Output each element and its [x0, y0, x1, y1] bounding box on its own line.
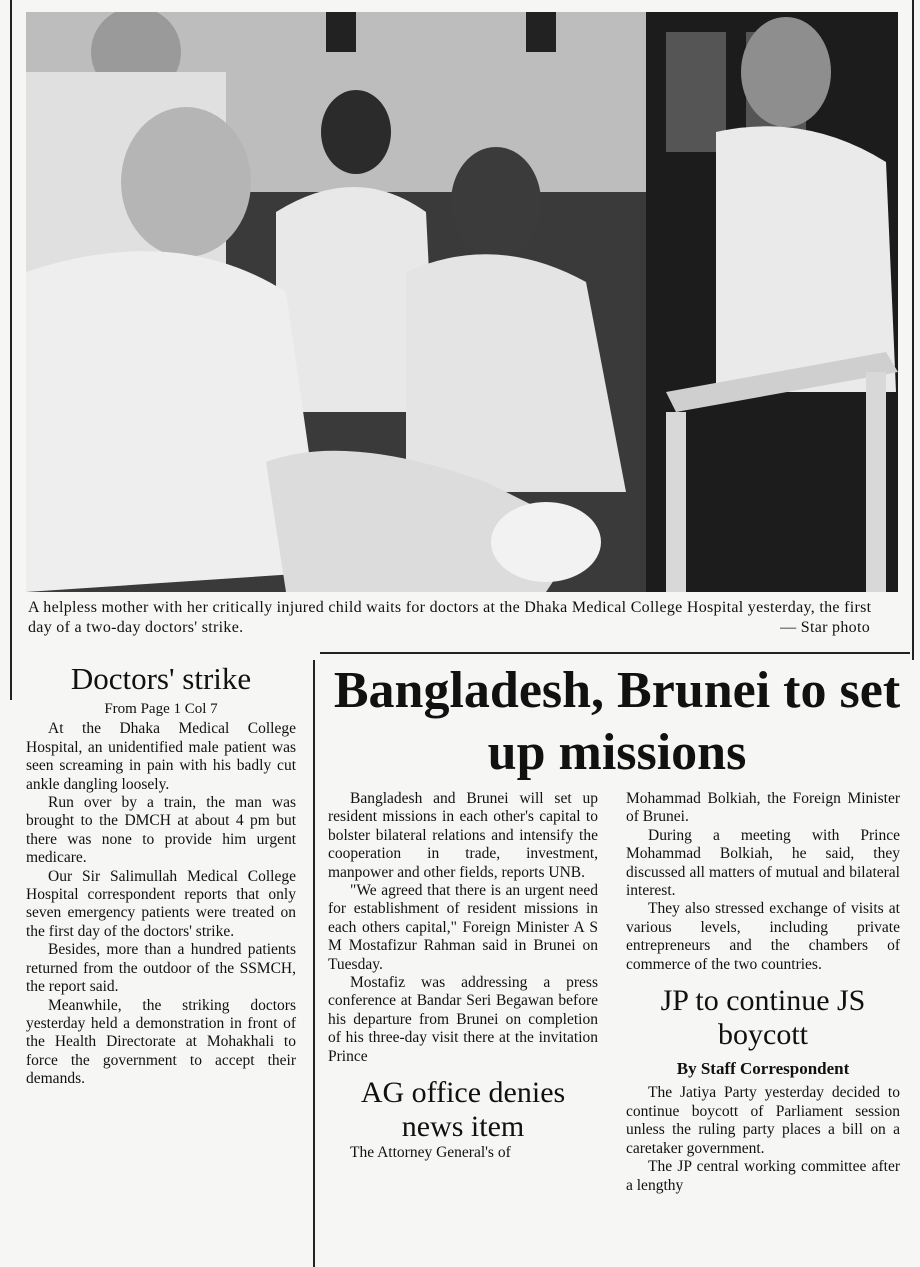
photo-credit: — Star photo [780, 619, 870, 636]
article-paragraph: Besides, more than a hundred patients returned from the outdoor of the SSMCH, the report said. [26, 941, 296, 996]
ag-office-headline: AG office denies news item [360, 1076, 566, 1144]
brunei-article-column-a [328, 790, 598, 1163]
section-divider [320, 652, 910, 654]
news-photo [26, 12, 898, 592]
article-paragraph: The Attorney General's of [350, 1144, 511, 1162]
article-paragraph: "We agreed that there is an urgent need for establishment of resident missions in each others capital," Foreign Minister A S M Mostafizur Rahman said in Brunei on Tuesday. [328, 882, 598, 973]
doctors-strike-article [26, 660, 296, 1089]
article-paragraph: Run over by a train, the man was brought to the DMCH at about 4 pm but there was none to provide him urgent medicare. [26, 794, 296, 867]
column-rule-left [10, 0, 12, 700]
jp-boycott-byline: By Staff Correspondent [676, 1059, 850, 1079]
doctors-strike-headline: Doctors' strike [70, 661, 252, 696]
brunei-article-column-b [626, 790, 900, 1195]
photo-caption-text: A helpless mother with her critically injured child waits for doctors at the Dhaka Medical College Hospital yesterday, the first day of a two-day doctors' strike. [28, 599, 872, 636]
doctors-strike-dateline: From Page 1 Col 7 [104, 701, 218, 717]
article-paragraph: During a meeting with Prince Mohammad Bolkiah, he said, they discussed all matters of mutual and bilateral interest. [626, 826, 900, 900]
jp-boycott-headline: JP to continue JS boycott [660, 984, 866, 1052]
article-paragraph: Meanwhile, the striking doctors yesterday held a demonstration in front of the Health Directorate at Mohakhali to force the government to accept their demands. [26, 996, 296, 1088]
brunei-headline: Bangladesh, Brunei to set up missions [333, 662, 901, 781]
article-paragraph: Bangladesh and Brunei will set up resident missions in each other's capital to bolster bilateral relations and intensify the cooperation in trade, investment, manpower and other fields, reports UNB. [328, 790, 598, 881]
article-paragraph: The Jatiya Party yesterday decided to continue boycott of Parliament session unless the ruling party places a bill on a caretaker government. [626, 1084, 900, 1157]
column-divider [313, 660, 315, 1267]
photo-caption [28, 598, 878, 638]
article-paragraph: At the Dhaka Medical College Hospital, an unidentified male patient was seen screaming in pain with his badly cut ankle dangling loosely. [26, 720, 296, 793]
article-paragraph: The JP central working committee after a lengthy [626, 1158, 900, 1194]
article-paragraph: Mohammad Bolkiah, the Foreign Minister of Brunei. [626, 790, 900, 826]
article-paragraph: Our Sir Salimullah Medical College Hospital correspondent reports that only seven emergency patients were treated on the first day of the doctors' strike. [26, 867, 296, 940]
news-photo-image [26, 12, 898, 592]
column-rule-right [912, 0, 914, 660]
article-paragraph: Mostafiz was addressing a press conference at Bandar Seri Begawan before his departure from Brunei on completion of his three-day visit there at the invitation Prince [328, 974, 598, 1065]
article-paragraph: They also stressed exchange of visits at various levels, including private entrepreneurs and the chambers of commerce of the two countries. [626, 900, 900, 973]
